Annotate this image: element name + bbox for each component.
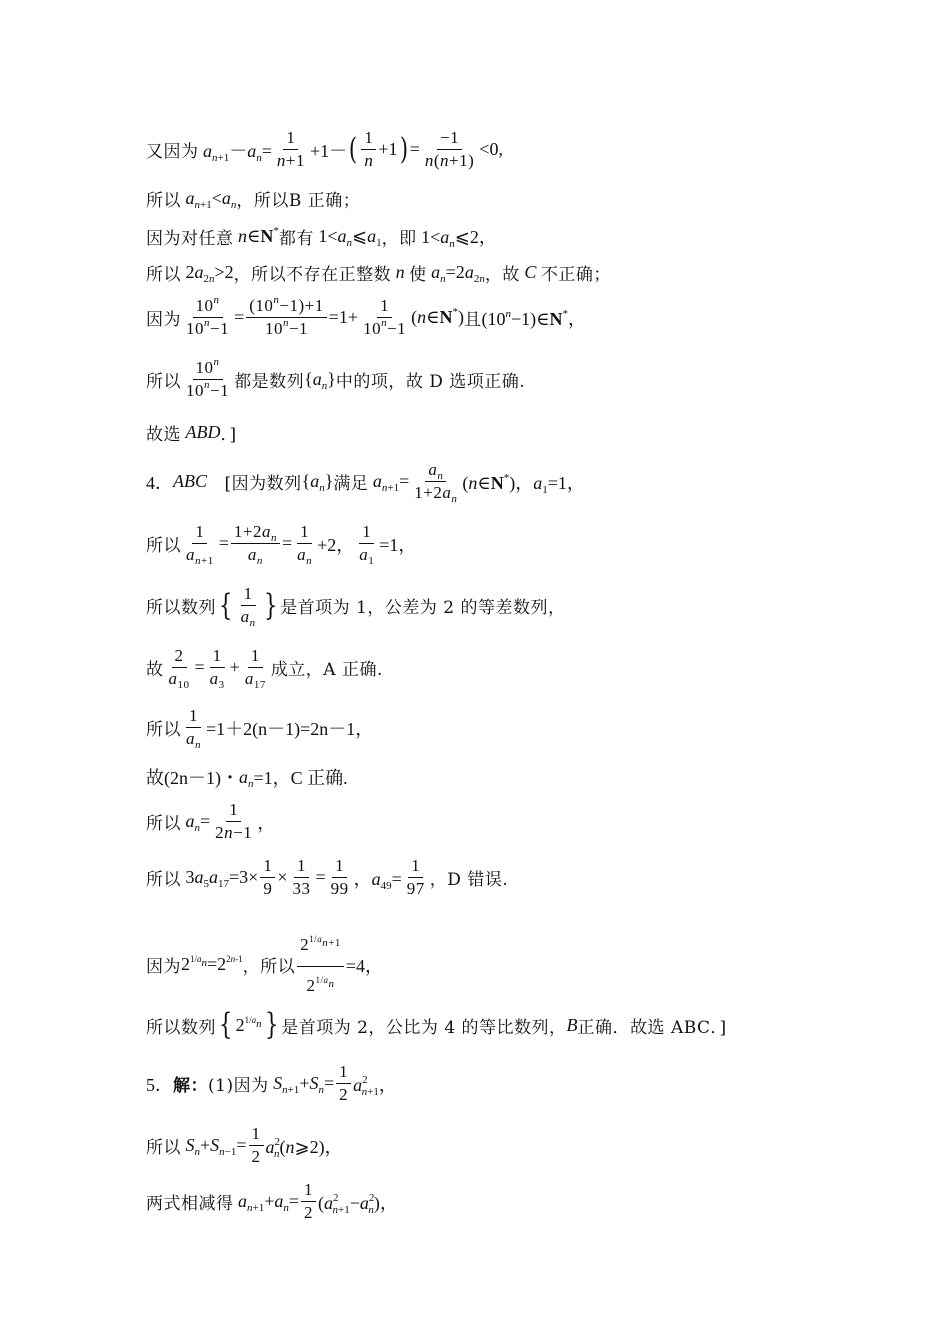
fraction: $\frac{1}{a_{n+1}}$ — [186, 522, 214, 567]
text: 都有 — [278, 228, 314, 249]
fraction: $\frac{1}{a_3}$ — [209, 646, 225, 691]
text: 所以 — [146, 372, 181, 392]
fraction: $\frac{1}{10^n-1}$ — [363, 296, 407, 338]
line-10: 所以数列 { $\frac{1}{a_n}$ } 是首项为 1，公差为 2 的等差数列， — [146, 584, 566, 629]
text: (1)因为 — [208, 1076, 269, 1096]
text: ，所以 — [236, 191, 289, 211]
line-15: 所以 $3a_5a_{17}=3\times$ $\frac{1}{9}$ × $\frac{1}{33}$ = $\frac{1}{99}$ ，$a_{49}=$ $\frac{1}{97}$ ，D 错误. — [146, 856, 509, 898]
line-4: 所以 $2a_{2n}>2$ ，所以不存在正整数 n 使 $a_n=2a_{2n}$ ，故 C 不正确； — [146, 262, 611, 285]
text: 因为 — [146, 957, 181, 977]
fraction: $\frac{1}{99}$ — [330, 856, 349, 898]
fraction: $\frac{1}{a_1}$ — [359, 522, 375, 567]
line-16: 因为 $2^{1/a_n}=2^{2n-1}$ ，所以 $\frac{2^{1/a_{n+1}}}{2^{1/a_n}}$ =4， — [146, 925, 890, 1004]
text: 解： — [173, 1076, 208, 1096]
text: <0, — [479, 139, 503, 159]
text: 所以数列 — [146, 1017, 216, 1038]
fraction: $\frac{10^n}{10^n-1}$ — [186, 294, 230, 338]
text: 所以数列 — [146, 598, 216, 618]
text: 又因为 — [146, 142, 199, 162]
fraction: $\frac{1}{a_{17}}$ — [244, 646, 266, 691]
line-3: 因为对任意 n∈N* 都有 $1<a_n⩽a_1$ ，即 $1<a_n⩽2$， — [146, 224, 497, 250]
text: 所以 — [146, 536, 181, 556]
text: 两式相减得 — [146, 1194, 234, 1214]
fraction: $\frac{2}{a_{10}}$ — [168, 646, 190, 691]
fraction: $\frac{-1}{n(n+1)}$ — [424, 128, 475, 170]
text: 故 — [146, 660, 164, 680]
fraction: $\frac{1}{2}$ — [249, 1124, 264, 1167]
fraction: $\frac{1}{97}$ — [406, 856, 425, 898]
fraction: $\frac{1}{a_n}$ — [240, 584, 256, 629]
fraction: $\frac{1+2a_n}{a_n}$ — [231, 522, 280, 565]
line-8: 4． ABC [因为数列 $\{a_n\}$ 满足 $a_{n+1}=$ $\frac{a_n}{1+2a_n}$ (n∈N*)，$a_1=1$， — [146, 460, 585, 505]
line-9: 所以 $\frac{1}{a_{n+1}}$ = $\frac{1+2a_n}{a_n}$ = $\frac{1}{a_n}$ +2， $\frac{1}{a_1}$ =1， — [146, 522, 417, 567]
fraction: $\frac{10^n}{10^n-1}$ — [186, 356, 230, 400]
fraction: $\frac{1}{n}$ — [361, 128, 376, 171]
text: 所以 — [146, 1138, 181, 1158]
text: B 正确； — [288, 191, 361, 211]
text: 5． — [146, 1074, 173, 1095]
fraction: $\frac{1}{a_n}$ — [186, 706, 201, 751]
text: 是首项为 1，公差为 2 的等差数列， — [280, 598, 566, 618]
text: ，D 错误. — [429, 870, 509, 890]
line-5: 因为 $\frac{10^n}{10^n-1}$ = $\frac{(10^n-1)+1}{10^n-1}$ =1+ $\frac{1}{10^n-1}$ (n∈N*) 且 $(10^n-1)\in N^*$， — [146, 294, 586, 338]
line-14: 所以 $a_n=$ $\frac{1}{2n-1}$ ， — [146, 800, 276, 842]
text: ，所以不存在正整数 — [233, 265, 392, 285]
text: 所以 — [146, 720, 181, 740]
fraction: $\frac{a_n}{1+2a_n}$ — [414, 460, 458, 505]
text: 所以 — [146, 870, 181, 890]
fraction: $\frac{1}{2n-1}$ — [215, 800, 253, 842]
text: ABD — [185, 422, 221, 442]
text: 所以 — [146, 265, 181, 285]
text: 故(2n－1)・ — [146, 768, 239, 788]
text: 故选 — [146, 425, 181, 445]
fraction: $\frac{1}{a_n}$ — [297, 522, 313, 567]
text: ，所以 — [242, 957, 296, 977]
text: =1＋2(n－1)=2n－1， — [206, 718, 374, 739]
text: 不正确； — [540, 265, 611, 285]
line-6: 所以 $\frac{10^n}{10^n-1}$ 都是数列 $\{a_n\}$ 中的项，故 D 选项正确. — [146, 356, 526, 400]
fraction: $\frac{1}{2}$ — [301, 1180, 316, 1223]
fraction: $\frac{2^{1/a_{n+1}}}{2^{1/a_n}}$ — [297, 925, 344, 1004]
fraction: $\frac{1}{9}$ — [260, 856, 275, 899]
text: ，即 — [381, 228, 417, 249]
line-1: 又因为 $a_{n+1}-a_n=$ $\frac{1}{n+1}$ +1－ ( $\frac{1}{n}$ +1 ) = $\frac{-1}{n(n+1)}$ <0, — [146, 128, 503, 170]
text: 是首项为 2，公比为 4 的等比数列， — [281, 1017, 567, 1038]
text: B — [566, 1014, 578, 1035]
text: 满足 — [333, 474, 369, 494]
fraction: $\frac{1}{n+1}$ — [276, 128, 305, 170]
text: ．] — [220, 425, 237, 445]
line-13: 故(2n－1)・ $a_n$ =1，C 正确. — [146, 764, 890, 790]
line-18: 5． 解： (1)因为 $S_{n+1}+S_n=$ $\frac{1}{2}$ $a^2_{n+1}$， — [146, 1062, 397, 1104]
line-2: 所以 $a_{n+1}<a_n$ ，所以 B 正确； — [146, 188, 361, 211]
text: =1，C 正确. — [253, 768, 348, 788]
text: 使 — [409, 265, 427, 285]
text: ，故 — [484, 265, 520, 285]
text: 所以 — [146, 814, 181, 834]
text: 中的项，故 D 选项正确. — [335, 372, 526, 392]
text: 所以 — [146, 191, 181, 211]
text: [因为数列 — [207, 474, 302, 494]
text: 正确．故选 ABC．] — [577, 1017, 727, 1038]
text: 都是数列 — [234, 372, 305, 392]
text: C — [524, 262, 537, 282]
text: ABC — [173, 471, 207, 491]
line-19: 所以 $S_n+S_{n-1}=$ $\frac{1}{2}$ $a^2_n(n⩾2)$， — [146, 1124, 343, 1166]
line-12 — [146, 706, 890, 749]
text: 成立，A 正确. — [270, 660, 383, 680]
text: =4， — [345, 955, 384, 976]
text: 因为对任意 — [146, 228, 234, 249]
fraction: $\frac{1}{2}$ — [336, 1062, 351, 1105]
fraction: $\frac{1}{33}$ — [292, 856, 311, 898]
text: 4． — [146, 472, 173, 493]
fraction: $\frac{(10^n-1)+1}{10^n-1}$ — [246, 296, 327, 339]
text: 且 — [464, 310, 482, 330]
line-20: 两式相减得 $a_{n+1}+a_n=$ $\frac{1}{2}$ $(a^2_{n+1}-a^2_n)$， — [146, 1180, 398, 1222]
line-11: 故 $\frac{2}{a_{10}}$ = $\frac{1}{a_3}$ + $\frac{1}{a_{17}}$ 成立，A 正确. — [146, 646, 383, 691]
line-17: 所以数列 { $2^{1/a_n}$ } 是首项为 2，公比为 4 的等比数列， B 正确．故选 ABC．] — [146, 1007, 727, 1042]
text: 因为 — [146, 310, 181, 330]
line-7 — [146, 420, 890, 445]
